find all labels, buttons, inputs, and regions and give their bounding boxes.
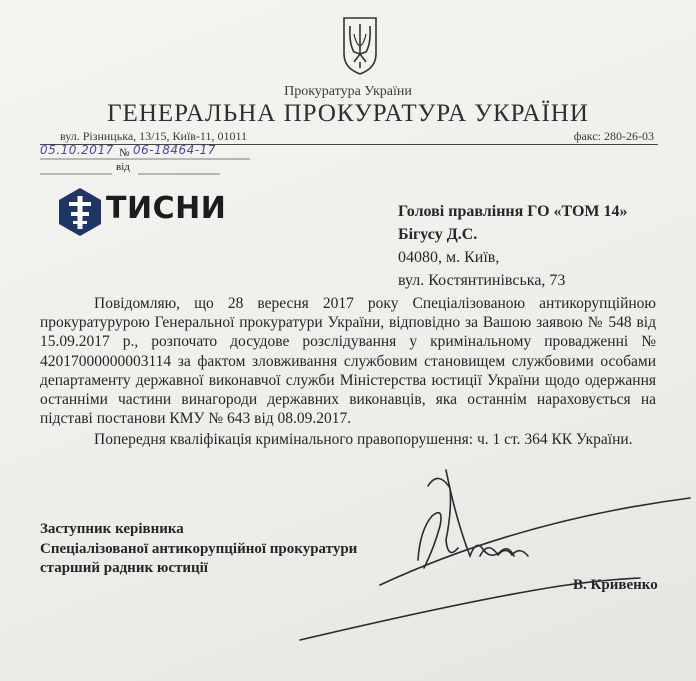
body-paragraph: Повідомляю, що 28 вересня 2017 року Спеціалізованою антикорупційною прокуратурурою Генеральної прокуратури України, відповідно за Вашою заявою № 548 від 15.09.2017 р., розпочато досудове розслідування у кримінальному провадженні № 42017000000003114 за фактом зловживання службовим становищем службовими особами департаменту державної виконавчої служби Міністерства юстиції України щодо одержання останніми частини винагороди державних виконавців, яка останнім нараховується на підставі постанови КМУ № 643 від 08.09.2017.: [40, 295, 656, 428]
position-line: Спеціалізованої антикорупційної прокуратури: [40, 540, 358, 557]
position-line: старший радник юстиції: [40, 560, 208, 576]
addressee-city: 04080, м. Київ,: [398, 249, 500, 266]
logo-wordmark: ТИСНИ: [106, 191, 227, 226]
addressee-block: [398, 200, 628, 292]
fax-number: факс: 280-26-03: [573, 129, 654, 143]
ministry-title: ГЕНЕРАЛЬНА ПРОКУРАТУРА УКРАЇНИ: [107, 100, 589, 127]
handwritten-number: 06-18464-17: [133, 143, 216, 157]
signer-name: В. Кривенко: [573, 577, 658, 593]
addressee-organization: Голові правління ГО «ТОМ 14»: [398, 203, 628, 220]
addressee-street: вул. Костянтинівська, 73: [398, 272, 566, 289]
signatory-position: [40, 520, 357, 579]
handwritten-date: 05.10.2017: [40, 143, 114, 157]
trident-emblem-icon: [340, 14, 380, 76]
from-label: від: [116, 161, 130, 173]
office-address: вул. Різницька, 13/15, Київ-11, 01011: [60, 129, 248, 143]
hexagon-cross-icon: [57, 187, 103, 237]
addressee-name: Бігусу Д.С.: [398, 226, 478, 243]
number-label: №: [119, 147, 130, 159]
ministry-subtitle: Прокуратура України: [284, 84, 412, 99]
position-line: Заступник керівника: [40, 521, 184, 537]
body-paragraph: Попередня кваліфікація кримінального правопорушення: ч. 1 ст. 364 КК України.: [94, 431, 633, 449]
letter-body: [40, 294, 656, 450]
